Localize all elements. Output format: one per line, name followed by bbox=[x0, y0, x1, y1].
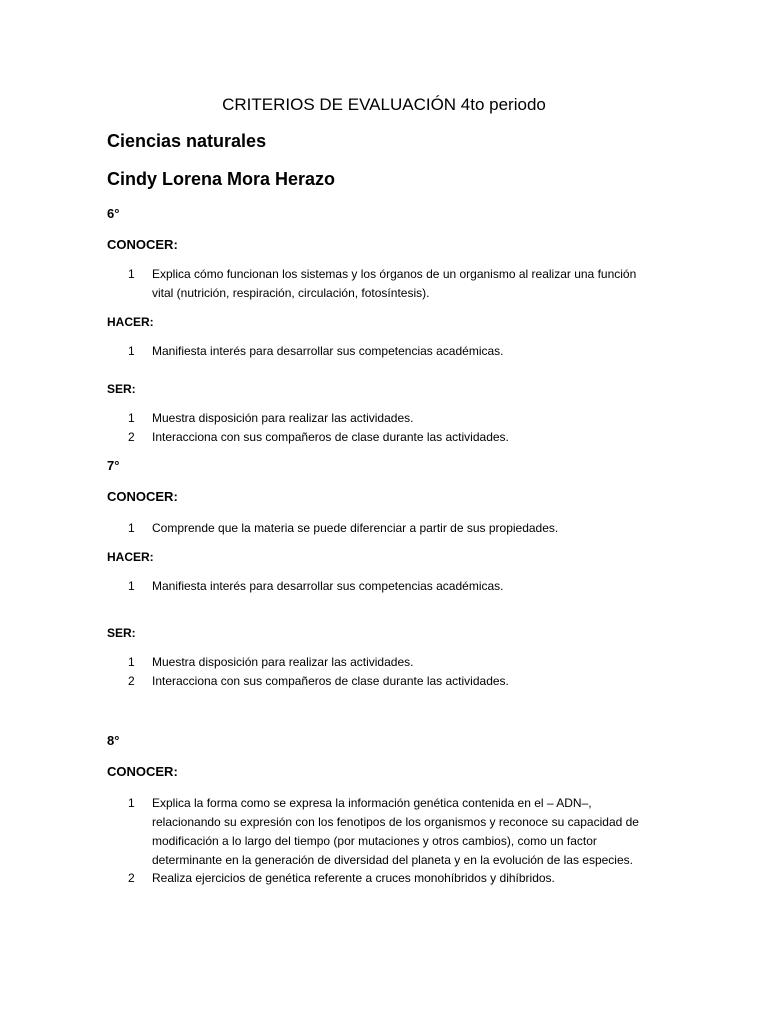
grade-6-conocer-label: CONOCER: bbox=[107, 237, 178, 252]
text-line: modificación a lo largo del tiempo (por mutaciones y otros cambios), como un factor bbox=[152, 834, 597, 848]
grade-7-ser-item-2-number: 2 bbox=[128, 674, 135, 688]
grade-6-ser-item-1-number: 1 bbox=[128, 411, 135, 425]
text-line: Realiza ejercicios de genética referente a cruces monohíbridos y dihíbridos. bbox=[152, 871, 555, 885]
grade-7-ser-label: SER: bbox=[107, 626, 136, 640]
subject-heading: Ciencias naturales bbox=[107, 131, 267, 151]
grade-7-hacer-item-1-text bbox=[152, 577, 672, 596]
grade-7-ser-item-1-number: 1 bbox=[128, 655, 135, 669]
text-line: Muestra disposición para realizar las actividades. bbox=[152, 655, 414, 669]
grade-8-conocer-item-1-text bbox=[152, 794, 672, 870]
text-line: Muestra disposición para realizar las actividades. bbox=[152, 411, 414, 425]
grade-6-conocer-item-1-number: 1 bbox=[128, 267, 135, 281]
text-line: Manifiesta interés para desarrollar sus competencias académicas. bbox=[152, 579, 504, 593]
text-line: Interacciona con sus compañeros de clase durante las actividades. bbox=[152, 430, 509, 444]
grade-6-ser-item-2-text bbox=[152, 428, 672, 447]
grade-7-conocer-item-1-number: 1 bbox=[128, 521, 135, 535]
teacher-name: Cindy Lorena Mora Herazo bbox=[107, 169, 336, 189]
grade-7-hacer-label: HACER: bbox=[107, 550, 154, 564]
document-title: CRITERIOS DE EVALUACIÓN 4to periodo bbox=[222, 95, 546, 114]
grade-6-ser-item-2-number: 2 bbox=[128, 430, 135, 444]
grade-8-conocer-item-1-number: 1 bbox=[128, 796, 135, 810]
grade-8-conocer-item-2-text bbox=[152, 869, 672, 888]
text-line: Explica la forma como se expresa la información genética contenida en el – ADN–, bbox=[152, 796, 592, 810]
grade-7-ser-item-2-text bbox=[152, 672, 672, 691]
grade-8-heading: 8° bbox=[107, 733, 120, 748]
text-line: Manifiesta interés para desarrollar sus competencias académicas. bbox=[152, 344, 504, 358]
grade-7-hacer-item-1-number: 1 bbox=[128, 579, 135, 593]
text-line: Explica cómo funcionan los sistemas y los órganos de un organismo al realizar una función bbox=[152, 267, 637, 281]
text-line: Comprende que la materia se puede diferenciar a partir de sus propiedades. bbox=[152, 521, 559, 535]
grade-6-hacer-label: HACER: bbox=[107, 315, 154, 329]
text-line: determinante en la generación de diversidad del planeta y en la evolución de las especies. bbox=[152, 853, 633, 867]
text-line: relacionando su expresión con los fenotipos de los organismos y reconoce su capacidad de bbox=[152, 815, 639, 829]
grade-7-ser-item-1-text bbox=[152, 653, 672, 672]
grade-6-heading: 6° bbox=[107, 206, 120, 221]
grade-7-conocer-label: CONOCER: bbox=[107, 489, 178, 504]
grade-6-hacer-item-1-number: 1 bbox=[128, 344, 135, 358]
text-line: vital (nutrición, respiración, circulación, fotosíntesis). bbox=[152, 286, 430, 300]
grade-6-hacer-item-1-text bbox=[152, 342, 672, 361]
grade-6-conocer-item-1-text bbox=[152, 265, 672, 303]
grade-6-ser-label: SER: bbox=[107, 382, 136, 396]
grade-8-conocer-item-2-number: 2 bbox=[128, 871, 135, 885]
text-line: Interacciona con sus compañeros de clase durante las actividades. bbox=[152, 674, 509, 688]
grade-7-conocer-item-1-text bbox=[152, 519, 672, 538]
grade-7-heading: 7° bbox=[107, 458, 120, 473]
grade-8-conocer-label: CONOCER: bbox=[107, 764, 178, 779]
grade-6-ser-item-1-text bbox=[152, 409, 672, 428]
